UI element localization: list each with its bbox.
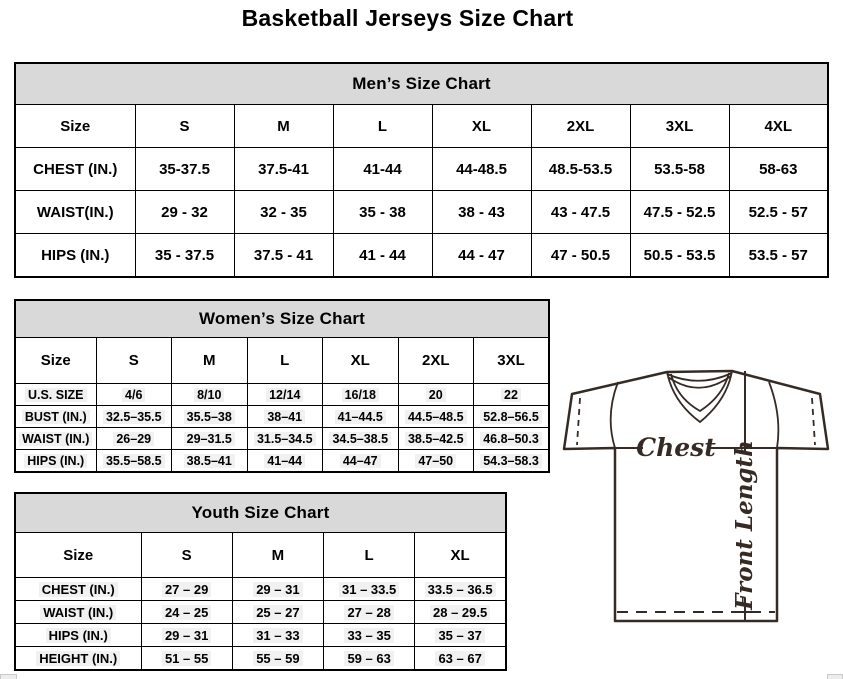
youth-cell-text: 35 – 37 <box>435 628 484 643</box>
youth-cell-text: 27 – 28 <box>344 605 393 620</box>
mens-cell <box>432 234 531 278</box>
youth-col-header: Size <box>15 533 141 578</box>
mens-col-header: 2XL <box>531 105 630 148</box>
mens-cell <box>135 148 234 191</box>
youth-cell-text: 31 – 33 <box>253 628 302 643</box>
youth-data-row <box>15 601 506 624</box>
womens-cell <box>247 384 323 406</box>
womens-cell-text: 8/10 <box>194 388 224 402</box>
mens-cell-text: 35-37.5 <box>159 160 210 178</box>
youth-row-label-text: HIPS (IN.) <box>46 628 111 643</box>
mens-cell <box>234 234 333 278</box>
womens-cell-text: 44–47 <box>340 454 381 468</box>
womens-row-label-text: BUST (IN.) <box>22 410 90 424</box>
womens-cell <box>172 406 248 428</box>
womens-row-label-text: U.S. SIZE <box>25 388 87 402</box>
mens-cell <box>234 191 333 234</box>
youth-cell <box>415 601 506 624</box>
mens-row-label <box>15 191 135 234</box>
womens-cell-text: 35.5–58.5 <box>103 454 165 468</box>
youth-col-header: M <box>232 533 323 578</box>
youth-cell <box>141 647 232 671</box>
womens-cell-text: 47–50 <box>415 454 456 468</box>
womens-cell <box>398 450 474 473</box>
youth-cell <box>415 578 506 601</box>
youth-cell-text: 55 – 59 <box>253 651 302 666</box>
mens-cell <box>630 234 729 278</box>
youth-cell-text: 29 – 31 <box>162 628 211 643</box>
mens-data-row <box>15 191 828 234</box>
womens-col-header: S <box>96 338 172 384</box>
womens-cell-text: 31.5–34.5 <box>254 432 316 446</box>
youth-chart-title: Youth Size Chart <box>15 493 506 533</box>
womens-cell-text: 41–44 <box>264 454 305 468</box>
mens-col-header: L <box>333 105 432 148</box>
mens-cell-text: 32 - 35 <box>260 203 307 221</box>
youth-cell <box>324 578 415 601</box>
mens-cell <box>135 191 234 234</box>
womens-cell <box>172 450 248 473</box>
womens-cell-text: 52.8–56.5 <box>480 410 542 424</box>
mens-cell-text: 58-63 <box>759 160 798 178</box>
womens-cell <box>323 406 399 428</box>
jersey-measurement-diagram <box>555 358 840 630</box>
mens-cell-text: 48.5-53.5 <box>548 160 613 178</box>
mens-cell-text: 47.5 - 52.5 <box>643 203 716 221</box>
womens-cell <box>474 406 550 428</box>
mens-col-header: M <box>234 105 333 148</box>
page-title: Basketball Jerseys Size Chart <box>241 5 574 31</box>
youth-header-row <box>15 533 506 578</box>
mens-row-label <box>15 234 135 278</box>
youth-size-chart-table <box>14 492 507 671</box>
womens-cell-text: 38.5–41 <box>184 454 235 468</box>
mens-cell-text: 50.5 - 53.5 <box>643 246 716 264</box>
mens-data-row <box>15 148 828 191</box>
womens-cell-text: 32.5–35.5 <box>103 410 165 424</box>
youth-cell <box>232 578 323 601</box>
womens-cell-text: 35.5–38 <box>184 410 235 424</box>
youth-row-label-text: HEIGHT (IN.) <box>36 651 120 666</box>
mens-header-row <box>15 105 828 148</box>
mens-cell <box>729 234 828 278</box>
womens-chart-title: Women’s Size Chart <box>15 300 549 338</box>
mens-row-label-text: WAIST(IN.) <box>36 203 114 221</box>
womens-cell <box>96 450 172 473</box>
womens-col-header: XL <box>323 338 399 384</box>
mens-data-row <box>15 234 828 278</box>
horizontal-scrollbar-fragment-right[interactable] <box>827 674 843 679</box>
womens-cell <box>172 384 248 406</box>
womens-row-label-text: HIPS (IN.) <box>24 454 87 468</box>
womens-cell-text: 44.5–48.5 <box>405 410 467 424</box>
womens-cell <box>474 450 550 473</box>
mens-col-header: 4XL <box>729 105 828 148</box>
mens-cell <box>531 234 630 278</box>
womens-cell-text: 4/6 <box>122 388 145 402</box>
mens-cell <box>333 191 432 234</box>
womens-row-label <box>15 406 96 428</box>
mens-cell-text: 41-44 <box>363 160 402 178</box>
mens-cell <box>333 234 432 278</box>
mens-cell-text: 41 - 44 <box>359 246 406 264</box>
youth-data-row <box>15 578 506 601</box>
mens-cell-text: 29 - 32 <box>161 203 208 221</box>
womens-cell-text: 12/14 <box>266 388 303 402</box>
mens-cell-text: 37.5 - 41 <box>253 246 314 264</box>
womens-cell <box>398 406 474 428</box>
youth-cell <box>141 601 232 624</box>
womens-cell-text: 20 <box>426 388 446 402</box>
womens-row-label-text: WAIST (IN.) <box>19 432 92 446</box>
youth-cell-text: 28 – 29.5 <box>430 605 490 620</box>
mens-cell-text: 37.5-41 <box>258 160 309 178</box>
womens-data-row <box>15 450 549 473</box>
womens-cell-text: 26–29 <box>113 432 154 446</box>
youth-cell-text: 59 – 63 <box>344 651 393 666</box>
youth-row-label-text: WAIST (IN.) <box>40 605 116 620</box>
womens-cell <box>398 384 474 406</box>
mens-row-label-text: HIPS (IN.) <box>41 246 110 264</box>
mens-chart-title: Men’s Size Chart <box>15 63 828 105</box>
womens-cell <box>96 406 172 428</box>
youth-row-label <box>15 578 141 601</box>
youth-cell-text: 25 – 27 <box>253 605 302 620</box>
womens-cell <box>247 406 323 428</box>
womens-cell <box>323 384 399 406</box>
youth-cell <box>415 624 506 647</box>
womens-cell-text: 54.3–58.3 <box>480 454 542 468</box>
mens-cell <box>135 234 234 278</box>
womens-col-header: M <box>172 338 248 384</box>
mens-cell-text: 44 - 47 <box>458 246 505 264</box>
womens-data-row <box>15 406 549 428</box>
mens-cell-text: 35 - 38 <box>359 203 406 221</box>
mens-cell <box>729 191 828 234</box>
womens-header-row <box>15 338 549 384</box>
womens-row-label <box>15 384 96 406</box>
mens-col-header: 3XL <box>630 105 729 148</box>
youth-row-label-text: CHEST (IN.) <box>39 582 118 597</box>
youth-cell <box>324 647 415 671</box>
mens-size-chart-table <box>14 62 829 278</box>
youth-cell <box>232 647 323 671</box>
mens-cell <box>531 148 630 191</box>
mens-cell <box>729 148 828 191</box>
mens-cell-text: 47 - 50.5 <box>550 246 611 264</box>
youth-col-header: S <box>141 533 232 578</box>
mens-row-label <box>15 148 135 191</box>
mens-cell-text: 52.5 - 57 <box>748 203 808 221</box>
womens-cell <box>247 428 323 450</box>
youth-cell-text: 51 – 55 <box>162 651 211 666</box>
womens-cell <box>323 450 399 473</box>
womens-col-header: L <box>247 338 323 384</box>
womens-cell <box>96 428 172 450</box>
womens-cell <box>96 384 172 406</box>
womens-cell <box>474 428 550 450</box>
womens-row-label <box>15 450 96 473</box>
mens-cell <box>432 191 531 234</box>
youth-cell <box>232 601 323 624</box>
womens-size-chart-table <box>14 299 550 473</box>
youth-row-label <box>15 647 141 671</box>
youth-cell-text: 24 – 25 <box>162 605 211 620</box>
womens-cell <box>172 428 248 450</box>
womens-col-header: Size <box>15 338 96 384</box>
womens-cell-text: 38–41 <box>264 410 305 424</box>
mens-col-header: S <box>135 105 234 148</box>
youth-cell <box>415 647 506 671</box>
mens-cell <box>234 148 333 191</box>
youth-cell-text: 63 – 67 <box>435 651 484 666</box>
womens-cell-text: 46.8–50.3 <box>480 432 542 446</box>
chest-label: Chest <box>636 433 716 462</box>
youth-col-header: XL <box>415 533 506 578</box>
youth-cell-text: 33.5 – 36.5 <box>425 582 496 597</box>
youth-cell <box>232 624 323 647</box>
youth-col-header: L <box>324 533 415 578</box>
youth-data-row <box>15 624 506 647</box>
youth-cell <box>324 624 415 647</box>
womens-cell <box>398 428 474 450</box>
youth-cell-text: 27 – 29 <box>162 582 211 597</box>
youth-cell-text: 33 – 35 <box>344 628 393 643</box>
youth-data-row <box>15 647 506 671</box>
womens-row-label <box>15 428 96 450</box>
mens-col-header: Size <box>15 105 135 148</box>
mens-cell <box>630 191 729 234</box>
womens-cell-text: 41–44.5 <box>335 410 386 424</box>
womens-cell-text: 16/18 <box>342 388 379 402</box>
mens-cell-text: 35 - 37.5 <box>154 246 215 264</box>
womens-cell <box>474 384 550 406</box>
horizontal-scrollbar-fragment-left[interactable] <box>0 674 17 679</box>
womens-cell-text: 22 <box>501 388 521 402</box>
mens-cell <box>531 191 630 234</box>
womens-col-header: 2XL <box>398 338 474 384</box>
mens-col-header: XL <box>432 105 531 148</box>
youth-cell <box>141 578 232 601</box>
mens-cell <box>630 148 729 191</box>
womens-cell-text: 29–31.5 <box>184 432 235 446</box>
youth-row-label <box>15 601 141 624</box>
jersey-outline-svg <box>555 358 840 630</box>
mens-cell-text: 53.5 - 57 <box>748 246 808 264</box>
womens-cell-text: 38.5–42.5 <box>405 432 467 446</box>
mens-cell <box>333 148 432 191</box>
womens-cell <box>323 428 399 450</box>
womens-col-header: 3XL <box>474 338 550 384</box>
mens-cell-text: 44-48.5 <box>456 160 507 178</box>
mens-cell-text: 43 - 47.5 <box>550 203 611 221</box>
mens-row-label-text: CHEST (IN.) <box>33 160 118 178</box>
youth-cell-text: 29 – 31 <box>253 582 302 597</box>
womens-data-row <box>15 384 549 406</box>
youth-cell <box>324 601 415 624</box>
womens-cell-text: 34.5–38.5 <box>329 432 391 446</box>
youth-cell <box>141 624 232 647</box>
mens-cell <box>432 148 531 191</box>
front-length-label: Front Length <box>731 440 758 610</box>
youth-cell-text: 31 – 33.5 <box>339 582 399 597</box>
mens-cell-text: 53.5-58 <box>654 160 705 178</box>
womens-cell <box>247 450 323 473</box>
youth-row-label <box>15 624 141 647</box>
mens-cell-text: 38 - 43 <box>458 203 505 221</box>
womens-data-row <box>15 428 549 450</box>
